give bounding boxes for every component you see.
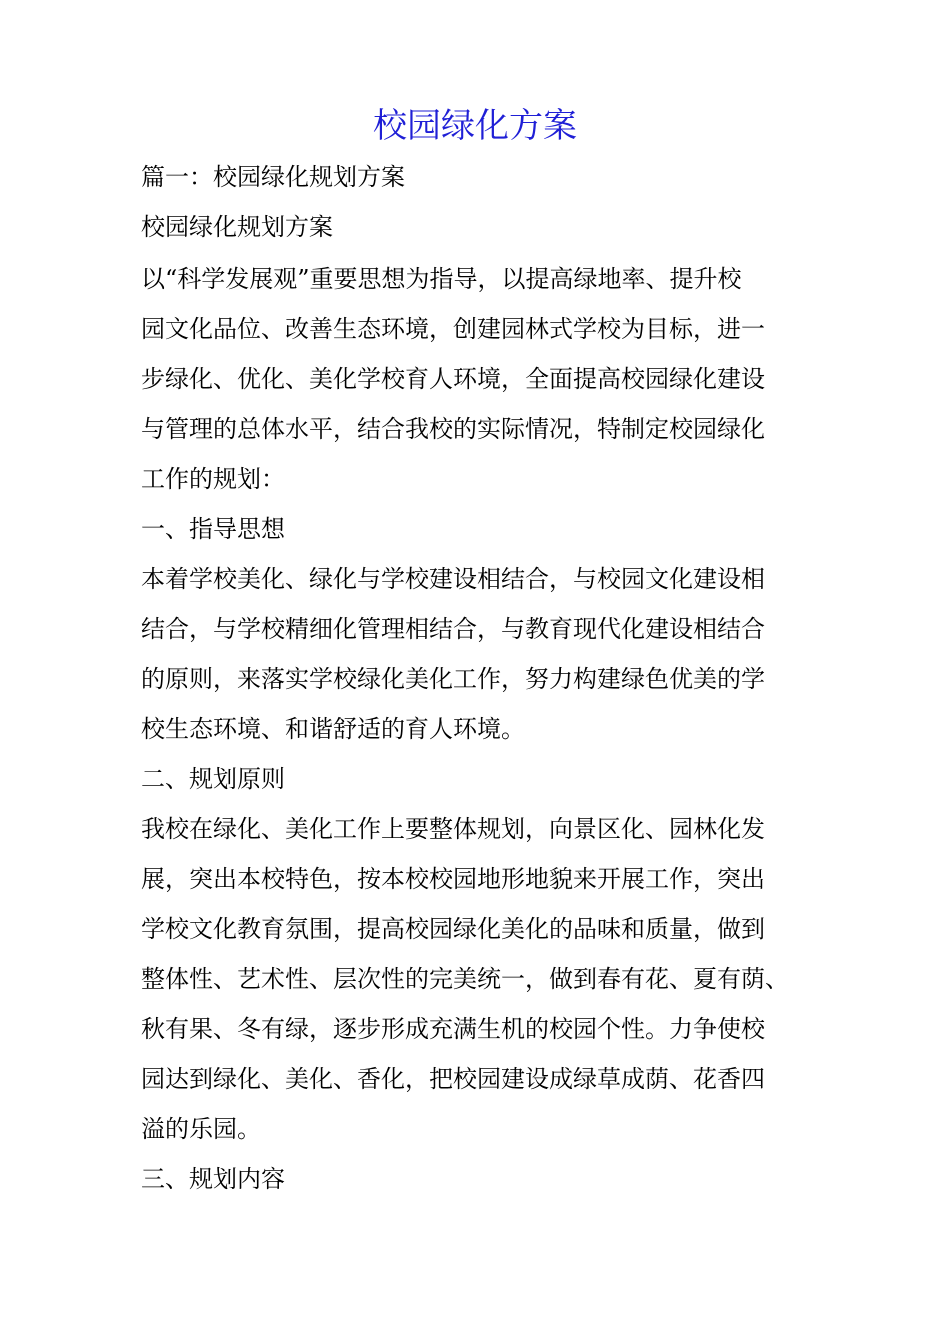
- paragraph-line: 园达到绿化、美化、香化，把校园建设成绿草成荫、花香四: [141, 1065, 765, 1093]
- document-title: 校园绿化方案: [373, 106, 577, 146]
- paragraph-line: 与管理的总体水平，结合我校的实际情况，特制定校园绿化: [141, 415, 765, 443]
- paragraph-line: 整体性、艺术性、层次性的完美统一，做到春有花、夏有荫、: [141, 965, 789, 993]
- section-heading: 一、指导思想: [141, 515, 285, 543]
- paragraph-line: 结合，与学校精细化管理相结合，与教育现代化建设相结合: [141, 615, 765, 643]
- section-heading: 篇一：校园绿化规划方案: [141, 163, 405, 191]
- paragraph-line: 学校文化教育氛围，提高校园绿化美化的品味和质量，做到: [141, 915, 765, 943]
- paragraph-line: 我校在绿化、美化工作上要整体规划，向景区化、园林化发: [141, 815, 765, 843]
- subtitle: 校园绿化规划方案: [141, 213, 333, 241]
- paragraph-line: 园文化品位、改善生态环境，创建园林式学校为目标，进一: [141, 315, 765, 343]
- paragraph-line: 校生态环境、和谐舒适的育人环境。: [141, 715, 525, 743]
- paragraph-line: 的原则，来落实学校绿化美化工作，努力构建绿色优美的学: [141, 665, 765, 693]
- paragraph-line: 溢的乐园。: [141, 1115, 261, 1143]
- paragraph-line: 秋有果、冬有绿，逐步形成充满生机的校园个性。力争使校: [141, 1015, 765, 1043]
- section-heading: 二、规划原则: [141, 765, 285, 793]
- section-heading: 三、规划内容: [141, 1165, 285, 1193]
- paragraph-line: 工作的规划：: [141, 465, 285, 493]
- paragraph-line: 以“科学发展观”重要思想为指导，以提高绿地率、提升校: [141, 265, 742, 293]
- paragraph-line: 本着学校美化、绿化与学校建设相结合，与校园文化建设相: [141, 565, 765, 593]
- paragraph-line: 步绿化、优化、美化学校育人环境，全面提高校园绿化建设: [141, 365, 765, 393]
- paragraph-line: 展，突出本校特色，按本校校园地形地貌来开展工作，突出: [141, 865, 765, 893]
